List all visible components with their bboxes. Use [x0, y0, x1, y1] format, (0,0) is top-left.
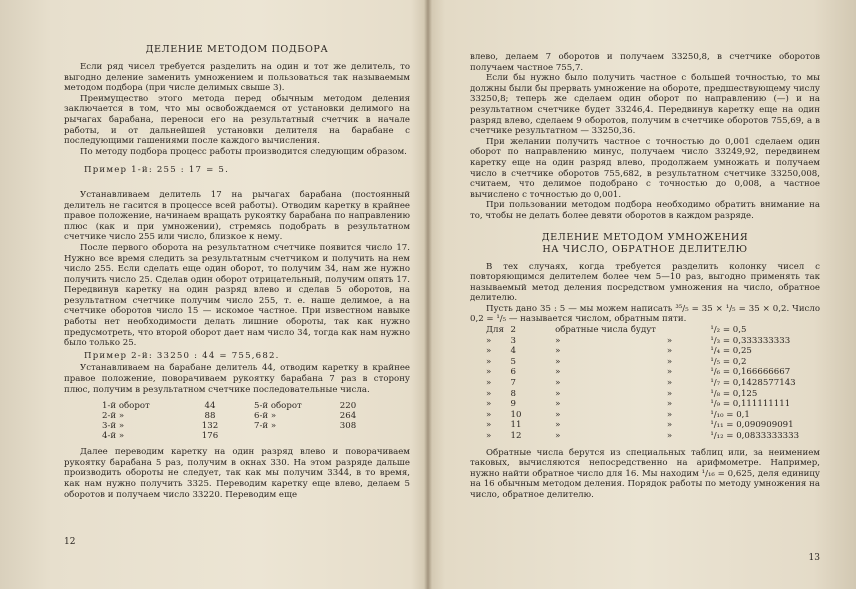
- recip-cell: ¹/₉ = 0,111111111: [710, 399, 791, 410]
- turn-value: 88: [204, 411, 216, 422]
- recip-cell: »: [486, 378, 492, 389]
- recip-cell: 9: [510, 399, 516, 410]
- section-heading-reciprocal-1: ДЕЛЕНИЕ МЕТОДОМ УМНОЖЕНИЯ: [541, 231, 749, 243]
- table-row: [486, 325, 820, 336]
- recip-cell: »: [666, 420, 673, 431]
- turn-label: 5-й оборот: [254, 401, 302, 412]
- recip-cell: »: [666, 356, 673, 367]
- recip-cell: 8: [510, 388, 516, 399]
- table-row: [486, 357, 820, 368]
- paragraph: Устанавливаем на барабане делитель 44, отводим каретку в крайнее правое положение, поворачиваем рукоятку барабана 7 раз в сторону плюс, получим в результатном счетчике последовательные числа.: [64, 363, 410, 395]
- turn-label: 3-й »: [102, 421, 125, 432]
- page-number-right: 13: [808, 553, 820, 563]
- recip-cell: 4: [510, 346, 516, 357]
- recip-cell: »: [486, 388, 492, 399]
- table-row: [486, 367, 820, 378]
- recip-cell: »: [666, 399, 673, 410]
- recip-cell: »: [666, 335, 673, 346]
- recip-cell: »: [486, 409, 492, 420]
- recip-cell: ¹/₄ = 0,25: [710, 346, 752, 357]
- recip-cell: 12: [510, 431, 522, 441]
- turn-value: 220: [339, 401, 357, 412]
- table-row: [486, 431, 820, 442]
- paragraph: Устанавливаем делитель 17 на рычагах барабана (постоянный делитель не гасится в процессе всей работы). Отводим каретку в крайнее правое положение, начинаем вращать рукоятку барабана по направлению плюс (как и при умножении), стремясь подобрать в результатном счетчике число 255 или число, близкое к нему.: [64, 189, 410, 243]
- recip-cell: »: [555, 346, 561, 357]
- paragraph: При пользовании методом подбора необходимо обратить внимание на то, чтобы не делать более девяти оборотов в каждом разряде.: [470, 200, 820, 221]
- table-row: [486, 399, 820, 410]
- table-row: [486, 410, 820, 421]
- recip-cell: »: [555, 399, 561, 410]
- paragraph: В тех случаях, когда требуется разделить колонку чисел с повторяющимся делителем более чем 5—10 раз, выгодно применять так называемый метод деления посредством умножения на число, обратное делителю.: [470, 261, 820, 304]
- paragraph: По методу подбора процесс работы производится следующим образом.: [80, 146, 407, 157]
- recip-cell: 5: [510, 356, 516, 367]
- recip-cell: »: [666, 346, 673, 357]
- recip-cell: »: [486, 420, 492, 431]
- turn-label: 1-й оборот: [102, 401, 150, 412]
- recip-cell: 2: [510, 325, 516, 336]
- recip-cell: ¹/₁₁ = 0,090909091: [710, 420, 794, 431]
- paragraph: После первого оборота на результатном счетчике появится число 17. Нужно все время следить за результатным счетчиком и получить на нем число 255. Если сделать еще один оборот, то получим 34, нам же нужно получить число 25. Сделав один оборот отрицательный, получим опять 17. Передвинув каретку на один разряд влево и сделав 5 оборотов, на результатном счетчике получим число 255, т. е. наше делимое, а на счетчике оборотов число 15 — искомое частное. При известном навыке работы нет необходимости делать лишние обороты, так как нужно предусмотреть, что второй оборот дает нам число 34, тогда как нам нужно было только 25.: [64, 242, 410, 349]
- recip-cell: Для: [486, 325, 504, 336]
- recip-cell: »: [555, 420, 561, 431]
- recip-cell: »: [486, 367, 492, 378]
- table-row: [486, 378, 820, 389]
- paragraph: Пусть дано 35 : 5 — мы можем написать ³⁵/₅ = 35 × ¹/₅ = 35 × 0,2. Число 0,2 = ¹/₅ — называется числом, обратным пяти.: [470, 303, 820, 325]
- recip-cell: ¹/₆ = 0,166666667: [710, 367, 791, 378]
- recip-cell: »: [666, 388, 673, 399]
- recip-cell: 7: [510, 378, 516, 389]
- recip-cell: »: [666, 367, 673, 378]
- recip-cell: ¹/₂ = 0,5: [710, 325, 747, 336]
- table-row: [486, 346, 820, 357]
- recip-cell: »: [555, 367, 561, 378]
- table-row: [486, 336, 820, 347]
- recip-cell: »: [555, 378, 561, 389]
- turn-value: 132: [201, 421, 219, 432]
- turn-label: [254, 431, 318, 441]
- example-1: Пример 1-й: 255 : 17 = 5.: [84, 165, 230, 176]
- turn-label: 6-й »: [254, 411, 277, 422]
- turn-label: 2-й »: [102, 411, 125, 422]
- recip-cell: »: [555, 409, 561, 420]
- recip-cell: »: [486, 399, 492, 410]
- turns-table: [102, 401, 378, 441]
- recip-cell: »: [555, 335, 561, 346]
- table-row: [486, 389, 820, 400]
- recip-cell: »: [666, 378, 673, 389]
- turn-value: [318, 431, 378, 441]
- table-row: [102, 421, 378, 431]
- recip-cell: ¹/₇ = 0,1428577143: [710, 378, 796, 389]
- table-row: [102, 401, 378, 411]
- paragraph: Если ряд чисел требуется разделить на один и тот же делитель, то выгодно деление заменить умножением и пользоваться так называемым методом подбора (при числе делимых свыше 3).: [64, 62, 410, 94]
- section-heading-selection: ДЕЛЕНИЕ МЕТОДОМ ПОДБОРА: [145, 44, 329, 55]
- recip-cell: 6: [510, 367, 516, 378]
- recip-cell: ¹/₅ = 0,2: [710, 356, 747, 367]
- recip-cell: »: [486, 356, 492, 367]
- recip-cell: »: [666, 431, 673, 441]
- recip-cell: 11: [510, 420, 522, 431]
- recip-cell: »: [486, 335, 492, 346]
- recip-cell: ¹/₁₀ = 0,1: [710, 409, 750, 420]
- recip-cell: ¹/₈ = 0,125: [710, 388, 758, 399]
- page-number-left: 12: [64, 537, 76, 547]
- recip-cell: »: [486, 346, 492, 357]
- turn-value: 264: [339, 411, 357, 422]
- table-row: [486, 420, 820, 431]
- recip-cell: »: [555, 431, 561, 441]
- turn-label: 4-й »: [102, 431, 125, 442]
- recip-cell: обратные числа будут: [555, 325, 657, 336]
- page-right: [428, 0, 856, 589]
- recip-cell: ¹/₁₂ = 0,0833333333: [710, 431, 800, 441]
- recip-cell: »: [555, 388, 561, 399]
- recip-cell: ¹/₃ = 0,333333333: [710, 335, 791, 346]
- turn-value: 44: [204, 401, 216, 412]
- turn-label: 7-й »: [254, 421, 277, 432]
- example-2: Пример 2-й: 33250 : 44 = 755,682.: [84, 350, 280, 361]
- recip-cell: 10: [510, 409, 522, 420]
- paragraph: При желании получить частное с точностью до 0,001 сделаем один оборот по направлению минус, получаем число 33249,92, передвинем каретку еще на один разряд влево, продолжаем умножать и получаем число в счетчике оборотов 755,682, в результатном счетчике 33250,008, считаем, что делимое подобрано с точностью до 0,008, а частное вычислено с точностью до 0,001.: [470, 136, 820, 200]
- recip-cell: 3: [510, 335, 516, 346]
- paragraph: Если бы нужно было получить частное с большей точностью, то мы должны были бы прервать умножение на обороте, предшествующему числу 33250,8; теперь же сделаем один оборот по направлению (—) и на результатном счетчике будет 33246,4. Передвинув каретку еще на один разряд влево, сделаем 9 оборотов, получим в счетчике оборотов 755,69, а в счетчике результатном — 33250,36.: [470, 73, 820, 137]
- recip-cell: »: [555, 356, 561, 367]
- table-row: [102, 431, 378, 441]
- section-heading-reciprocal-2: НА ЧИСЛО, ОБРАТНОЕ ДЕЛИТЕЛЮ: [542, 243, 748, 255]
- table-row: [102, 411, 378, 421]
- paragraph: влево, делаем 7 оборотов и получаем 33250,8, в счетчике оборотов получаем частное 755,7.: [470, 52, 820, 73]
- paragraph: Преимущество этого метода перед обычным методом деления заключается в том, что мы освобождаемся от установки делимого на рычагах барабана, переноси его на результатный счетчик в начале работы, и от дальнейшей установки делителя на барабане с последующими гашениями после каждого вычисления.: [64, 93, 410, 147]
- paragraph: Далее переводим каретку на один разряд влево и поворачиваем рукоятку барабана 5 раз, получим в окнах 330. На этом разряде дальше производить обороты не следует, так как мы получим 3344, в то время, как нам нужно получить 3325. Переводим каретку еще влево, делаем 5 оборотов и получаем число 33220. Переводим еще: [64, 447, 410, 500]
- turn-value: 308: [339, 421, 357, 432]
- turn-value: 176: [201, 431, 219, 442]
- reciprocal-table: [486, 325, 820, 442]
- paragraph: Обратные числа берутся из специальных таблиц или, за неимением таковых, вычисляются непосредственно на арифмометре. Например, нужно найти обратное число для 16. Мы находим ¹/₁₆ = 0,625, деля единицу на 16 обычным методом деления. Порядок работы по методу умножения на число, обратное делителю.: [470, 447, 820, 500]
- recip-cell: »: [666, 409, 673, 420]
- recip-cell: »: [486, 431, 492, 441]
